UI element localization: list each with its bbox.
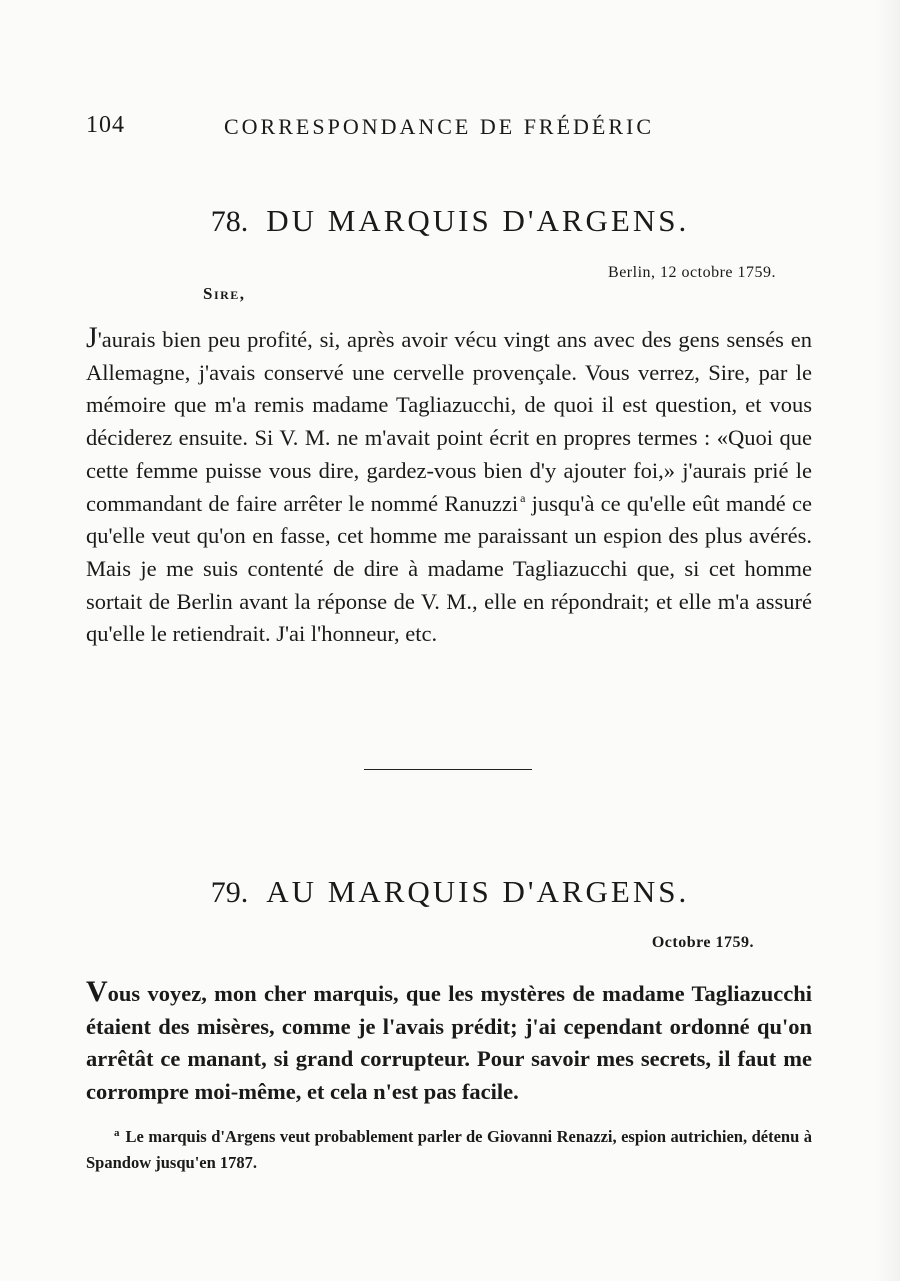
running-title: CORRESPONDANCE DE FRÉDÉRIC [224,114,655,139]
letter-78-body-part1: 'aurais bien peu profité, si, après avoir vécu vingt ans avec des gens sensés en Allemagne, j'avais conservé une cervelle provençale. Vous verrez, Sire, par le mémoire que m'a remis madame Tagliazucchi, de quoi il est question, et vous déciderez ensuite. Si V. M. ne m'avait point écrit en propres termes : «Quoi que cette femme puisse vous dire, gardez-vous bien d'y ajouter foi,» j'aurais prié le commandant de faire arrêter le nommé Ranuzzi [86,327,812,516]
letter-79-dateline: Octobre 1759. [651,934,754,951]
footnote-marker: a [114,1126,120,1139]
page-number: 104 [86,112,125,138]
footnote [86,1124,812,1176]
letter-79-body-text: ous voyez, mon cher marquis, que les mystères de madame Tagliazucchi étaient des misères, comme je l'avais prédit; j'ai cependant ordonné qu'on arrêtât ce manant, si grand corrupteur. Pour savoir mes secrets, il faut me corrompre moi-même, et cela n'est pas facile. [86,981,812,1105]
letter-78-salutation: Sire, [203,284,246,303]
footnote-reference: a [520,491,526,506]
letter-78-title: DU MARQUIS D'ARGENS. [266,203,690,238]
section-divider-rule [364,769,532,770]
letter-78-body [86,323,812,651]
letter-79-dropcap: V [86,975,108,1008]
page-edge-shadow [876,0,900,1281]
letter-79-number: 79. [210,876,249,909]
letter-78-dropcap: J [86,321,98,354]
letter-79-body [86,977,812,1109]
letter-78-dateline: Berlin, 12 octobre 1759. [608,264,776,281]
footnote-text: Le marquis d'Argens veut probablement parler de Giovanni Renazzi, espion autrichien, détenu à Spandow jusqu'en 1787. [86,1127,812,1172]
letter-79-title: AU MARQUIS D'ARGENS. [266,874,690,909]
letter-78-heading [0,203,900,239]
letter-78-body-part2: jusqu'à ce qu'elle eût mandé ce qu'elle veut qu'on en fasse, cet homme me paraissant un espion des plus avérés. Mais je me suis contenté de dire à madame Tagliazucchi que, si cet homme sortait de Berlin avant la réponse de V. M., elle en répondrait; et elle m'a assuré qu'elle le retiendrait. J'ai l'honneur, etc. [86,490,812,647]
letter-79-heading [0,874,900,910]
letter-78-number: 78. [210,205,249,238]
running-head [86,112,696,142]
